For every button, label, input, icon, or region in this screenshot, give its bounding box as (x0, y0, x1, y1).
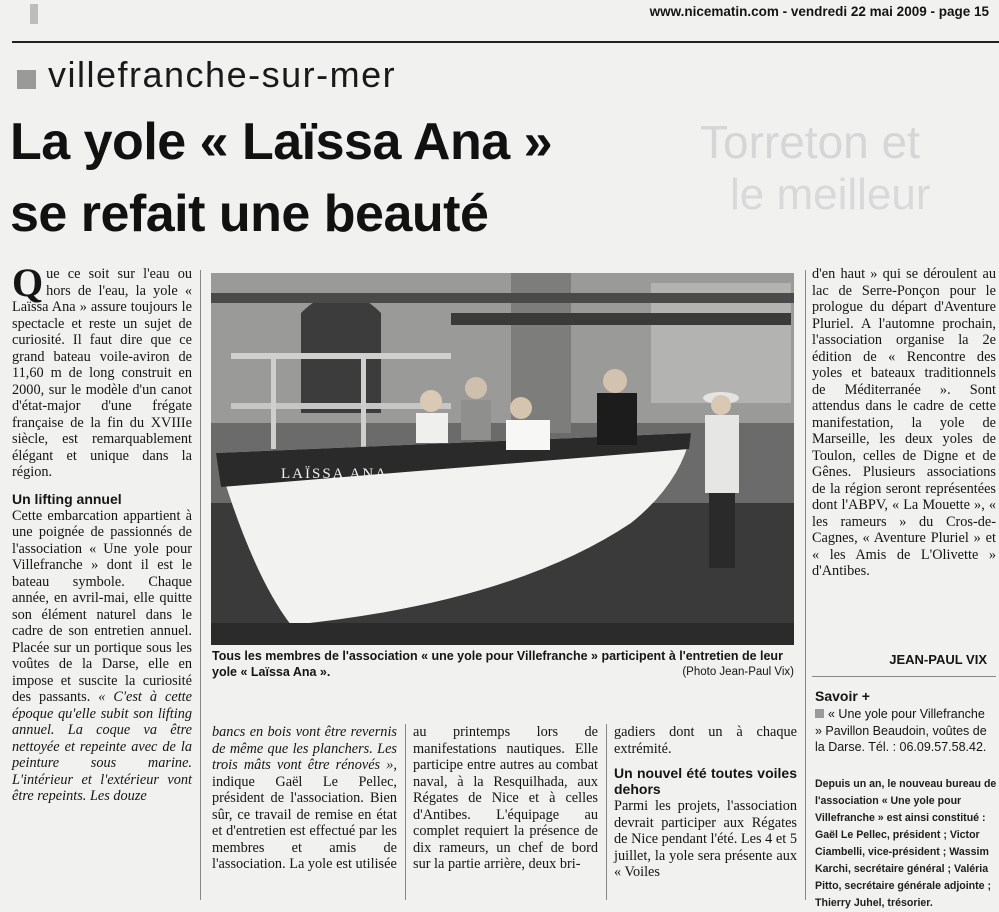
body-paragraph-6 (812, 266, 996, 580)
body-text-3: au printemps lors de manifestations nautiques. Elle participe entre autres au combat naval, à la Resquilhada, aux Régates de Nice et à celles d'Antibes. L'équipage au complet requiert la présence de dix rameurs, un chef de bord sur la partie arrière, deux bri- (413, 724, 598, 872)
body-paragraph-2 (212, 724, 397, 873)
savoir-text: « Une yole pour Villefranche » Pavillon Beaudoin, voûtes de la Darse. Tél. : 06.09.57.58.42. (815, 707, 987, 754)
header-marker (30, 4, 38, 24)
bleed-through-text: Torreton et (700, 116, 920, 168)
savoir-title: Savoir + (815, 688, 870, 704)
bleed-through-text-2: le meilleur (730, 170, 931, 219)
intro-paragraph (12, 260, 192, 481)
column-divider-4 (805, 270, 806, 900)
body-text-1: Cette embarcation appartient à une poignée de passionnés de l'association « Une yole pour Villefranche » dont il est le bateau symbole. Chaque année, en avril-mai, elle quitte son élément naturel dans le cadre de son entretien annuel. Placée sur un portique sous les voûtes de la Darse, elle en impose et suscite la curiosité des passants. (12, 507, 192, 705)
article-column-3 (413, 724, 598, 873)
savoir-square-icon (815, 709, 824, 718)
body-paragraph-3 (413, 724, 598, 873)
drop-cap: Q (12, 260, 44, 305)
byline: JEAN-PAUL VIX (889, 652, 987, 667)
section-kicker: villefranche-sur-mer (48, 54, 397, 95)
subhead-ete: Un nouvel été toutes voiles dehors (614, 765, 797, 797)
body-text-2: , indique Gaël Le Pellec, président de l'association. Bien sûr, ce travail de remise en état et d'entretien est effectué par les membres et amis de l'association. La yole est utilisée (212, 757, 397, 872)
body-paragraph-4 (614, 724, 797, 757)
photo-caption (212, 648, 794, 680)
quote-text-1: « C'est à cette époque qu'elle subit son lifting annuel. La coque va être nettoyée et repeinte avec de la peinture sous marine. L'intérieur et l'extérieur vont être repeints. Les douze (12, 689, 192, 804)
body-paragraph-1 (12, 508, 192, 805)
header-rule (12, 41, 999, 43)
column-divider-1 (200, 270, 201, 900)
body-text-5: Parmi les projets, l'association devrait participer aux Régates de Nice pendant l'été. Les 4 et 5 juillet, la yole sera présente aux « Voiles (614, 798, 797, 880)
quote-text-2: bancs en bois vont être revernis de même que les planchers. Les trois mâts vont être rénovés » (212, 724, 397, 773)
body-text-6: d'en haut » qui se déroulent au lac de Serre-Ponçon pour le prologue du départ d'Aventure Pluriel. A l'automne prochain, l'association organise la 2e édition de « Rencontre des yoles et bateaux traditionnels de Méditerranée ». Sont attendus dans le cadre de cette manifestation, la yole de Marseille, les deux yoles de Toulon, celles de Digne et de Gênes. Plusieurs associations de la région seront représentées dont l'ABPV, « La Mouette », « les rameurs » du Cros-de-Cagnes, « Aventure Pluriel » et « les Amis de L'Olivette » d'Antibes. (812, 266, 996, 579)
savoir-rule (812, 676, 996, 677)
headline-line-1: La yole « Laïssa Ana » (10, 113, 553, 171)
intro-text: ue ce soit sur l'eau ou hors de l'eau, la yole « Laïssa Ana » assure toujours le spectacle et reste un sujet de curiosité. Il faut dire que ce grand bateau voile-aviron de 11,60 m de long construit en 2000, sur le modèle d'un canot d'état-major d'une frégate française de la fin du XVIIIe siècle, est remarquablement élégant et unique dans la région. (12, 266, 192, 480)
savoir-box (815, 706, 995, 756)
bureau-note (815, 776, 997, 912)
kicker-square-icon (17, 70, 36, 89)
article-column-1 (12, 260, 192, 805)
caption-text: Tous les membres de l'association « une yole pour Villefranche » participent à l'entretien de leur yole « Laïssa Ana ». (212, 649, 783, 679)
column-divider-2 (405, 724, 406, 900)
column-divider-3 (606, 724, 607, 900)
article-column-5 (812, 266, 996, 580)
page-header: www.nicematin.com - vendredi 22 mai 2009 - page 15 (649, 4, 989, 19)
photo-boat-illustration (211, 273, 794, 645)
boat-name-painted: LAÏSSA ANA (281, 466, 389, 482)
article-column-2 (212, 724, 397, 873)
body-paragraph-5 (614, 798, 797, 881)
article-column-4 (614, 724, 797, 881)
article-photo (211, 273, 794, 645)
headline-line-2: se refait une beauté (10, 185, 489, 243)
body-text-4: gadiers dont un à chaque extrémité. (614, 724, 797, 757)
bureau-text: Depuis un an, le nouveau bureau de l'association « Une yole pour Villefranche » est ainsi constitué : Gaël Le Pellec, président ; Victor Ciambelli, vice-président ; Wassim Karchi, secrétaire général ; Valéria Pitto, secrétaire générale adjointe ; Thierry Juhel, trésorier. (815, 778, 997, 909)
subhead-lifting: Un lifting annuel (12, 490, 122, 507)
photo-credit: (Photo Jean-Paul Vix) (682, 666, 794, 678)
